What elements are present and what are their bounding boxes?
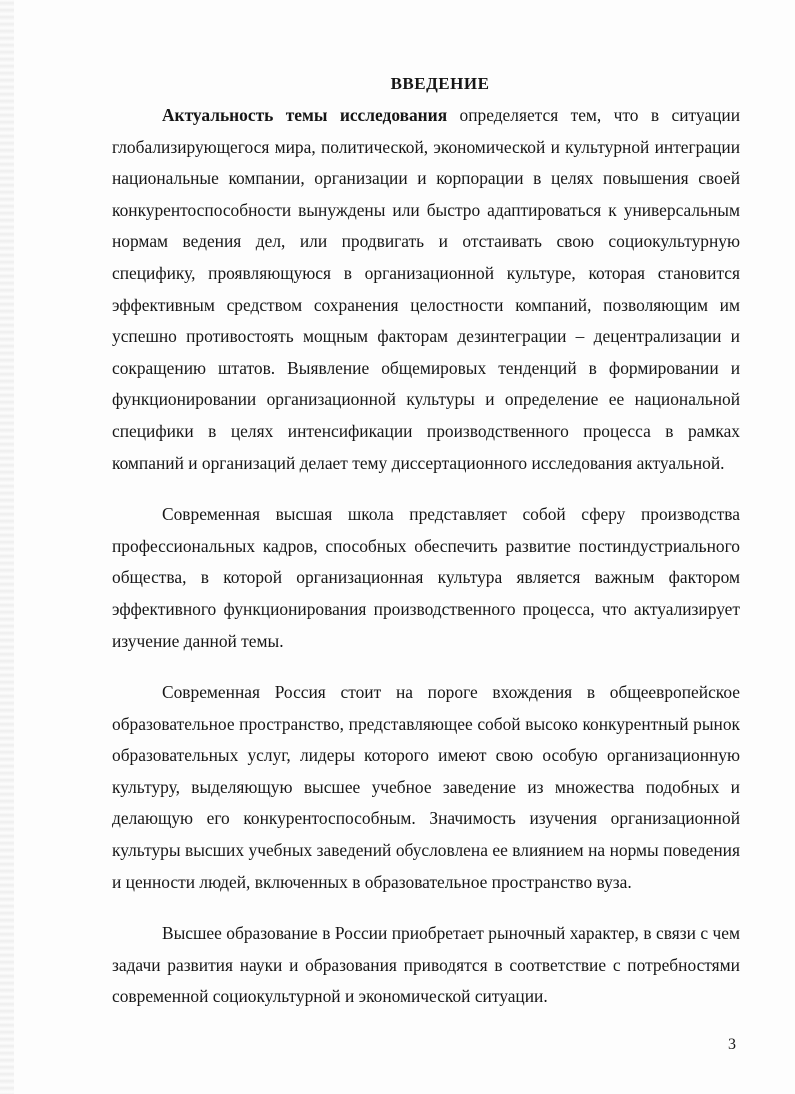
paragraph-higher-school: Современная высшая школа представляет собой сферу производства профессиональных кадров, способных обеспечить развитие постиндустриального общества, в которой организационная культура является важным фактором эффективного функционирования производственного процесса, что актуализирует изучение данной темы. [112,504,740,651]
paragraph-relevance [112,100,740,479]
paragraph-higher-education: Высшее образование в России приобретает рыночный характер, в связи с чем задачи развития науки и образования приводятся в соответствие с потребностями современной социокультурной и экономической ситуации. [112,923,740,1007]
page-number: 3 [728,1036,736,1053]
paragraph-lead: Актуальность темы исследования [162,105,448,125]
scan-edge-artifact [0,0,14,1094]
body-text [112,100,740,1013]
paragraph-russia: Современная Россия стоит на пороге вхождения в общеевропейское образовательное пространство, представляющее собой высоко конкурентный рынок образовательных услуг, лидеры которого имеют свою особую организационную культуру, выделяющую высшее учебное заведение из множества подобных и делающую его конкурентоспособным. Значимость изучения организационной культуры высших учебных заведений обусловлена ее влиянием на нормы поведения и ценности людей, включенных в образовательное пространство вуза. [112,682,740,892]
paragraph-text: определяется тем, что в ситуации глобализирующегося мира, политической, экономической и культурной интеграции национальные компании, организации и корпорации в целях повышения своей конкурентоспособности вынуждены или быстро адаптироваться к универсальным нормам ведения дел, или продвигать и отстаивать свою социокультурную специфику, проявляющуюся в организационной культуре, которая становится эффективным средством сохранения целостности компаний, позволяющим им успешно противостоять мощным факторам дезинтеграции – децентрализации и сокращению штатов. Выявление общемировых тенденций в формировании и функционировании организационной культуры и определение ее национальной специфики в целях интенсификации производственного процесса в рамках компаний и организаций делает тему диссертационного исследования актуальной. [112,105,740,473]
section-heading: ВВЕДЕНИЕ [390,74,490,93]
